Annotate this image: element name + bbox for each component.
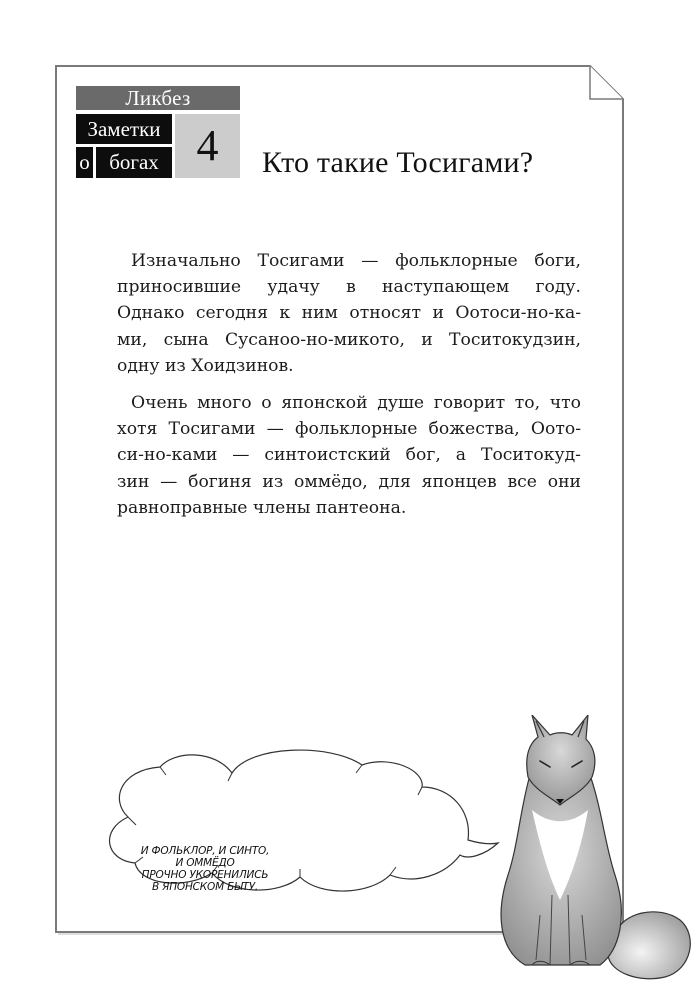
text-line: Изначально Тосигами — фольклорные боги, <box>131 251 581 271</box>
text-line: Очень много о японской душе говорит то, что <box>131 393 581 413</box>
text-line: одну из Хоидзинов. <box>117 355 294 376</box>
series-title-line2b: богах <box>96 147 172 178</box>
text-line: равноправные члены пантеона. <box>117 497 407 518</box>
issue-number: 4 <box>175 114 240 178</box>
text-line: зин — богиня из оммёдо, для японцев все они <box>117 471 581 492</box>
bubble-line: И ОММЁДО <box>175 857 235 869</box>
text-line: приносившие удачу в наступающем году. <box>117 277 581 298</box>
series-title-line2a: о <box>76 147 93 178</box>
bubble-line: В ЯПОНСКОМ БЫТУ. <box>151 881 259 893</box>
page-title: Кто такие Тосигами? <box>262 146 534 179</box>
paragraph-2 <box>117 390 581 521</box>
text-line: Однако сегодня к ним относят и Оотоси-но-ка- <box>117 303 581 324</box>
fox-illustration <box>470 715 700 1000</box>
text-line: ми, сына Сусаноо-но-микото, и Тоситокудзин, <box>117 329 581 350</box>
bubble-line: ПРОЧНО УКОРЕНИЛИСЬ <box>141 869 269 881</box>
text-line: си-но-ками — синтоистский бог, а Тоситокуд- <box>117 445 581 466</box>
paragraph-1 <box>117 248 581 379</box>
text-line: хотя Тосигами — фольклорные божества, Оото- <box>117 419 581 440</box>
series-title-line1: Заметки <box>76 114 172 144</box>
category-label: Ликбез <box>76 86 240 110</box>
bubble-line: И ФОЛЬКЛОР, И СИНТО, <box>140 845 270 857</box>
speech-bubble-text <box>115 845 295 893</box>
